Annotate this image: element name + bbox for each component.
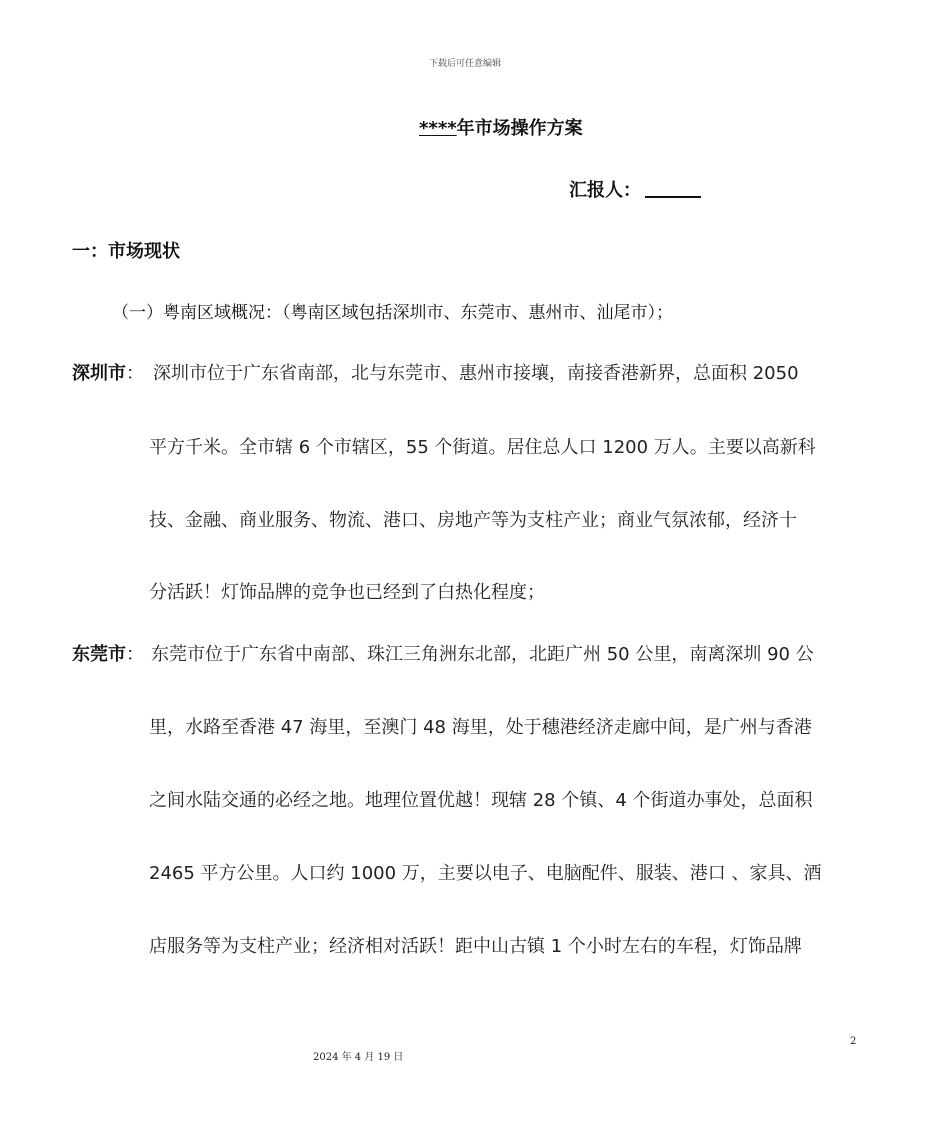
page-number: 2 [850,1036,857,1047]
paragraph-line: 2465 平方公里。人口约 1000 万，主要以电子、电脑配件、服装、港口 、家具、酒 [149,863,822,884]
paragraph-line: 技、金融、商业服务、物流、港口、房地产等为支柱产业；商业气氛浓郁，经济十 [149,510,797,531]
dongguan-separator: ： [126,644,144,665]
entry-label-shenzhen [72,359,144,385]
shenzhen-separator: ： [126,363,144,384]
document-title [419,114,583,140]
paragraph-line: 东莞市位于广东省中南部、珠江三角洲东北部，北距广州 50 公里，南离深圳 90 公 [151,644,814,665]
entry-label-dongguan [72,640,144,666]
dongguan-label: 东莞市 [72,644,126,665]
paragraph-line: 店服务等为支柱产业；经济相对活跃！距中山古镇 1 个小时左右的车程，灯饰品牌 [149,936,802,957]
title-stars: **** [419,118,457,139]
section-heading: 一：市场现状 [72,241,180,262]
page-header: 下载后可任意编辑 [428,59,501,69]
subsection-heading: （一）粤南区域概况：（粤南区域包括深圳市、东莞市、惠州市、汕尾市）； [112,303,673,323]
reporter-blank [645,180,701,198]
paragraph-line: 深圳市位于广东省南部，北与东莞市、惠州市接壤，南接香港新界，总面积 2050 [153,363,799,384]
reporter-label: 汇报人： [569,180,641,201]
paragraph-line: 平方千米。全市辖 6 个市辖区，55 个街道。居住总人口 1200 万人。主要以高新科 [149,437,816,458]
paragraph-line: 之间水陆交通的必经之地。地理位置优越！现辖 28 个镇、4 个街道办事处，总面积 [149,790,813,811]
footer-date: 2024 年 4 月 19 日 [313,1052,404,1063]
shenzhen-label: 深圳市 [72,363,126,384]
title-text: 年市场操作方案 [456,118,583,139]
reporter-line [569,176,701,202]
paragraph-line: 分活跃！灯饰品牌的竞争也已经到了白热化程度； [149,582,545,603]
paragraph-line: 里，水路至香港 47 海里，至澳门 48 海里，处于穗港经济走廊中间，是广州与香港 [149,717,812,738]
